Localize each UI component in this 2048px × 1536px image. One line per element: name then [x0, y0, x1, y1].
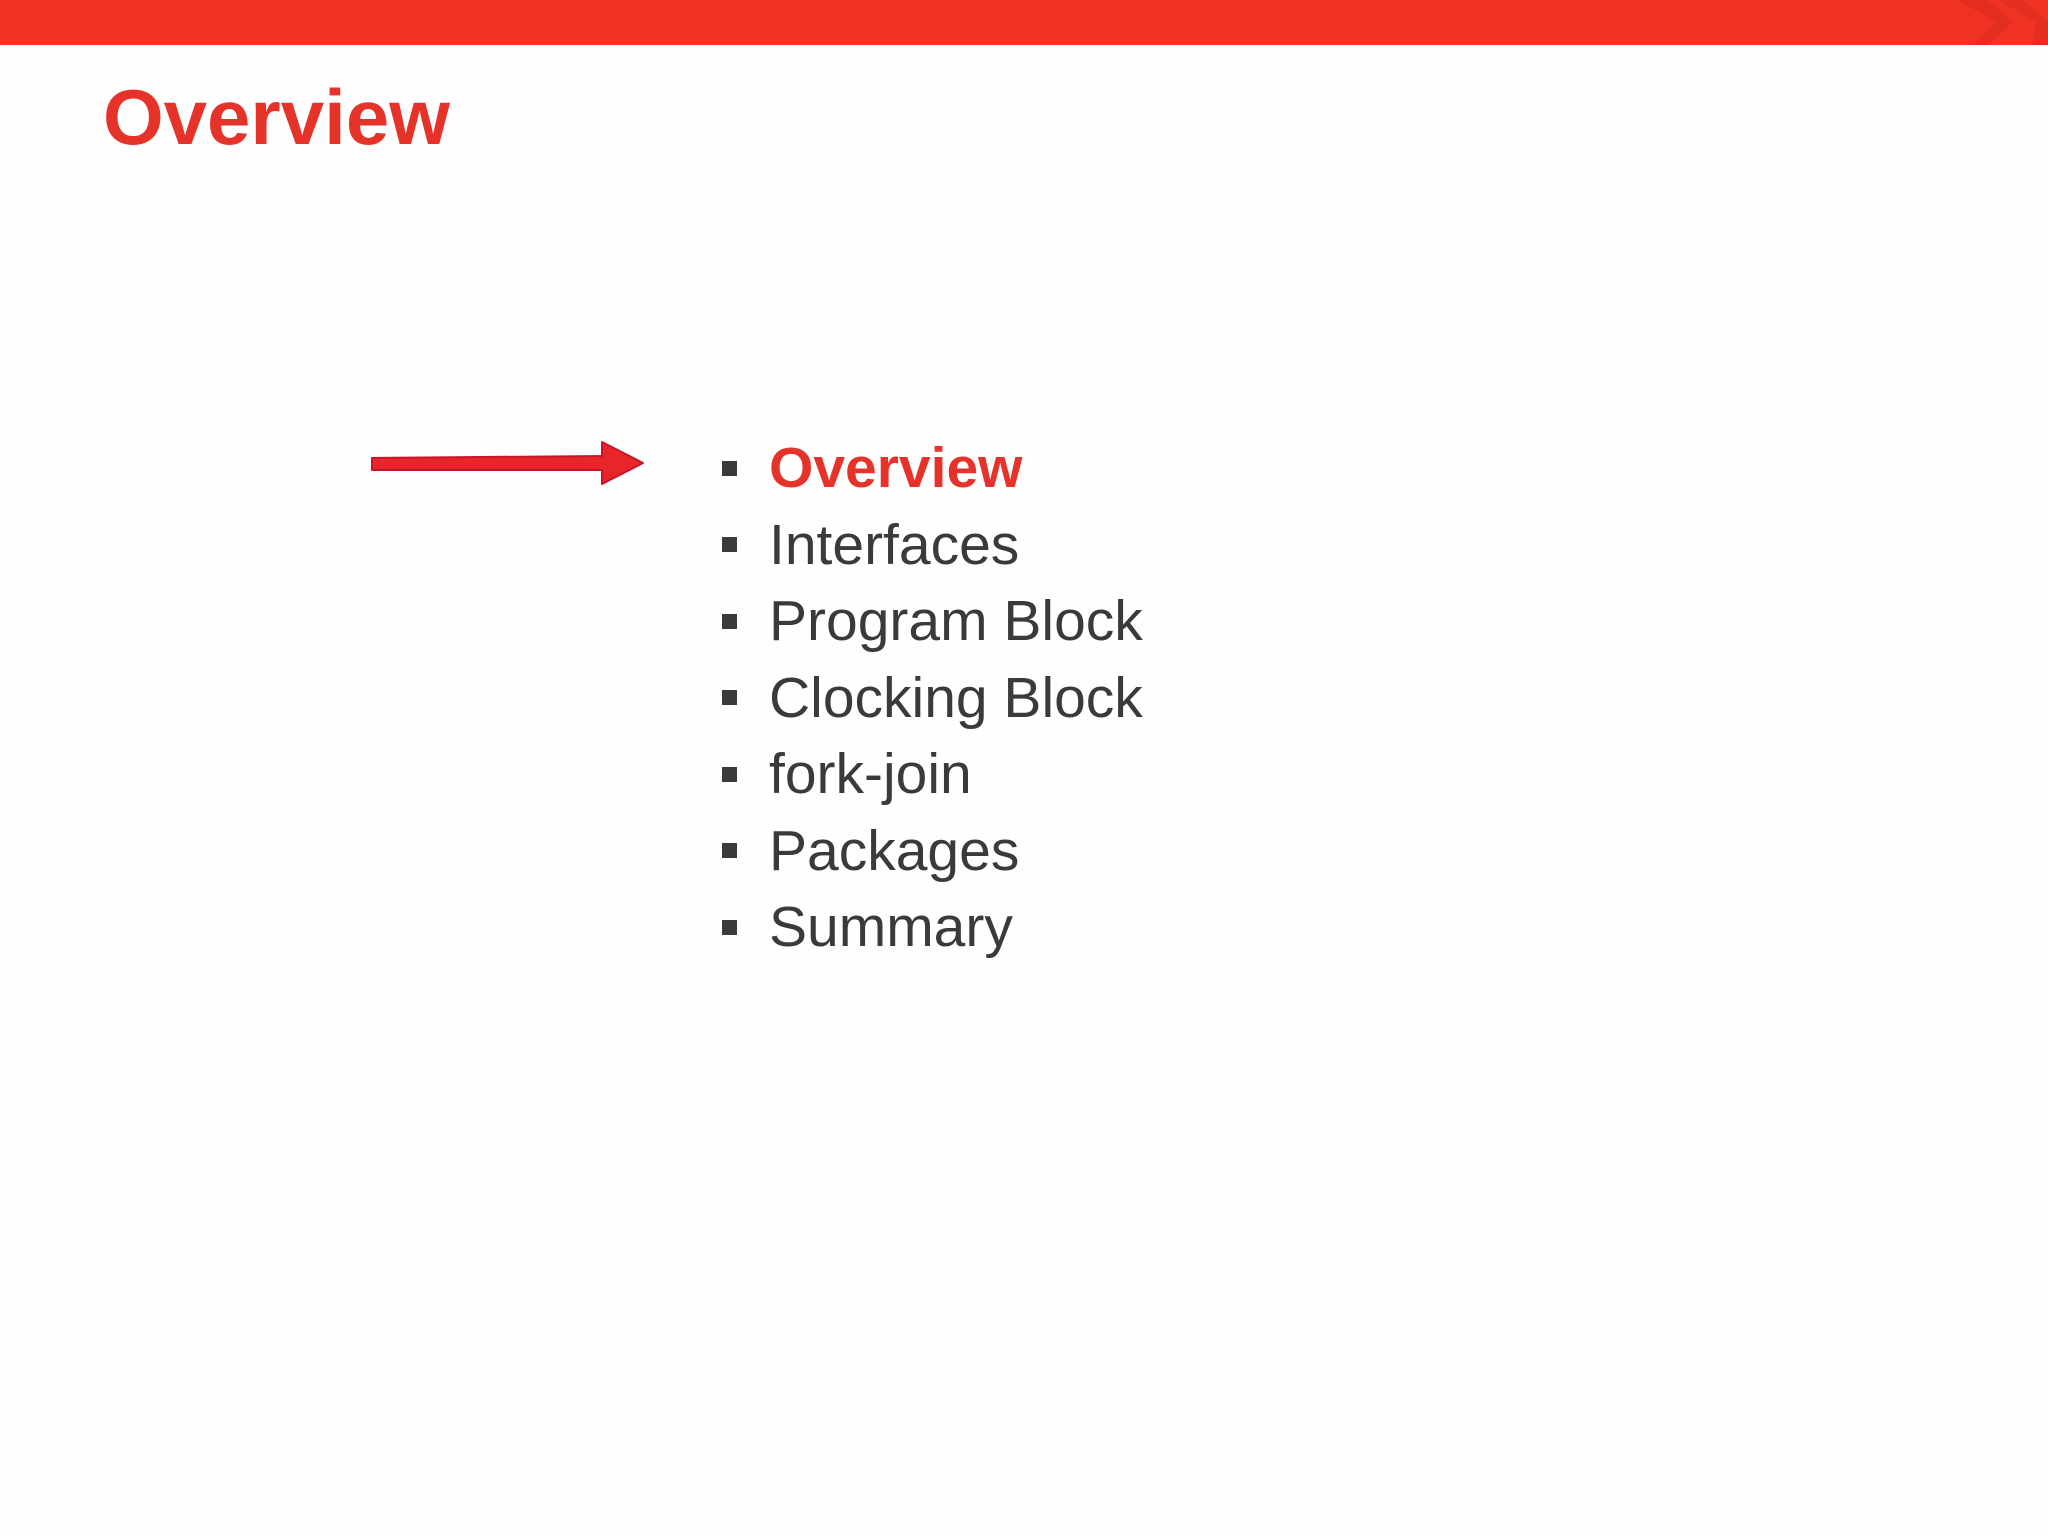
top-accent-bar [0, 0, 2048, 45]
agenda-item-label: Summary [769, 895, 1013, 960]
agenda-item-label: Interfaces [769, 512, 1020, 577]
square-bullet-icon [722, 920, 737, 935]
square-bullet-icon [722, 767, 737, 782]
agenda-item-label: fork-join [769, 742, 972, 807]
brand-chevron-icon [1918, 0, 2048, 45]
agenda-item-interfaces [720, 507, 1143, 584]
agenda-list [720, 430, 1143, 966]
right-arrow-icon [370, 438, 645, 488]
agenda-item-label: Program Block [769, 589, 1143, 654]
square-bullet-icon [722, 843, 737, 858]
agenda-item-label: Packages [769, 818, 1020, 883]
square-bullet-icon [722, 461, 737, 476]
agenda-item-summary [720, 889, 1143, 966]
slide-title: Overview [103, 73, 450, 161]
agenda-item-fork-join [720, 736, 1143, 813]
square-bullet-icon [722, 614, 737, 629]
agenda-item-clocking-block [720, 660, 1143, 737]
agenda-item-label: Clocking Block [769, 665, 1143, 730]
agenda-item-overview [720, 430, 1143, 507]
square-bullet-icon [722, 537, 737, 552]
agenda-item-label: Overview [769, 436, 1023, 501]
square-bullet-icon [722, 690, 737, 705]
agenda-item-packages [720, 813, 1143, 890]
agenda-item-program-block [720, 583, 1143, 660]
